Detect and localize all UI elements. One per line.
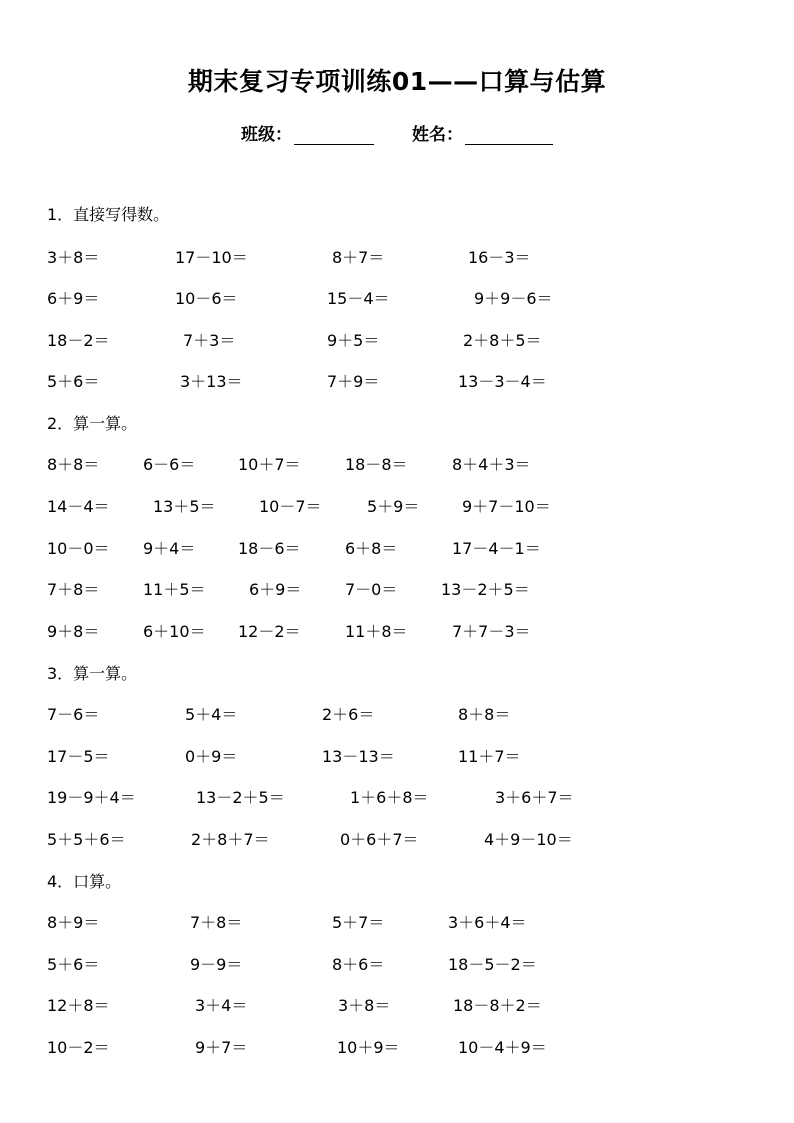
problem[interactable]: 3＋6＋4＝ [448, 913, 527, 932]
problem-row [0, 745, 794, 769]
problem[interactable]: 3＋6＋7＝ [495, 788, 574, 807]
problem[interactable]: 10＋7＝ [238, 455, 301, 474]
problem[interactable]: 9＋8＝ [47, 622, 100, 641]
problem[interactable]: 18－8＋2＝ [453, 996, 542, 1015]
problem-row [0, 828, 794, 852]
problem[interactable]: 6＋9＝ [47, 289, 100, 308]
problem[interactable]: 9－9＝ [190, 955, 243, 974]
problem[interactable]: 8＋8＝ [458, 705, 511, 724]
problem-row [0, 287, 794, 311]
problem-row [0, 786, 794, 810]
problem[interactable]: 10－4＋9＝ [458, 1038, 547, 1057]
problem[interactable]: 10－2＝ [47, 1038, 110, 1057]
problem[interactable]: 9＋5＝ [327, 331, 380, 350]
problem[interactable]: 16－3＝ [468, 248, 531, 267]
problem-row [0, 1036, 794, 1060]
problem-row [0, 703, 794, 727]
problem[interactable]: 10－7＝ [259, 497, 322, 516]
problem[interactable]: 6＋10＝ [143, 622, 206, 641]
name-blank[interactable] [465, 126, 553, 145]
section-heading: 3．算一算。 [47, 664, 138, 683]
class-field [241, 120, 374, 145]
problem[interactable]: 10－6＝ [175, 289, 238, 308]
problem[interactable]: 5＋5＋6＝ [47, 830, 126, 849]
class-blank[interactable] [294, 126, 374, 145]
problem[interactable]: 8＋7＝ [332, 248, 385, 267]
problem[interactable]: 2＋8＋7＝ [191, 830, 270, 849]
problem[interactable]: 10－0＝ [47, 539, 110, 558]
problem[interactable]: 13＋5＝ [153, 497, 216, 516]
name-label: 姓名： [411, 125, 463, 145]
problem[interactable]: 4＋9－10＝ [484, 830, 573, 849]
problem-row [0, 329, 794, 353]
problem-row [0, 495, 794, 519]
problem[interactable]: 5＋7＝ [332, 913, 385, 932]
problem[interactable]: 8＋8＝ [47, 455, 100, 474]
problem[interactable]: 19－9＋4＝ [47, 788, 136, 807]
section-heading: 4．口算。 [47, 872, 122, 891]
problem[interactable]: 18－2＝ [47, 331, 110, 350]
problem[interactable]: 13－3－4＝ [458, 372, 547, 391]
problem[interactable]: 11＋5＝ [143, 580, 206, 599]
problem[interactable]: 12＋8＝ [47, 996, 110, 1015]
problem[interactable]: 1＋6＋8＝ [350, 788, 429, 807]
problem[interactable]: 0＋9＝ [185, 747, 238, 766]
problem-row [0, 578, 794, 602]
problem[interactable]: 7＋3＝ [183, 331, 236, 350]
problem[interactable]: 3＋4＝ [195, 996, 248, 1015]
problem[interactable]: 13－13＝ [322, 747, 395, 766]
problem[interactable]: 8＋6＝ [332, 955, 385, 974]
problem[interactable]: 7＋7－3＝ [452, 622, 531, 641]
problem[interactable]: 7＋8＝ [47, 580, 100, 599]
problem-row [0, 953, 794, 977]
problem[interactable]: 7＋8＝ [190, 913, 243, 932]
problem[interactable]: 10＋9＝ [337, 1038, 400, 1057]
problem[interactable]: 6＋8＝ [345, 539, 398, 558]
page-title: 期末复习专项训练01——口算与估算 [187, 67, 607, 96]
student-info [0, 120, 794, 145]
problem[interactable]: 6＋9＝ [249, 580, 302, 599]
problem-row [0, 911, 794, 935]
problem[interactable]: 14－4＝ [47, 497, 110, 516]
problem[interactable]: 13－2＋5＝ [196, 788, 285, 807]
name-field [412, 120, 553, 145]
problem-row [0, 453, 794, 477]
problem[interactable]: 9＋7－10＝ [462, 497, 551, 516]
problem[interactable]: 9＋4＝ [143, 539, 196, 558]
problem[interactable]: 2＋8＋5＝ [463, 331, 542, 350]
problem[interactable]: 2＋6＝ [322, 705, 375, 724]
problem[interactable]: 8＋9＝ [47, 913, 100, 932]
section-heading: 1．直接写得数。 [47, 205, 170, 224]
problem[interactable]: 17－4－1＝ [452, 539, 541, 558]
problem[interactable]: 9＋9－6＝ [474, 289, 553, 308]
problem[interactable]: 18－8＝ [345, 455, 408, 474]
problem[interactable]: 18－5－2＝ [448, 955, 537, 974]
problem[interactable]: 7－6＝ [47, 705, 100, 724]
problem[interactable]: 7＋9＝ [327, 372, 380, 391]
problem[interactable]: 17－10＝ [175, 248, 248, 267]
problem-row [0, 246, 794, 270]
problem[interactable]: 3＋8＝ [338, 996, 391, 1015]
problem-row [0, 620, 794, 644]
problem[interactable]: 13－2＋5＝ [441, 580, 530, 599]
class-label: 班级： [241, 125, 293, 145]
section-heading: 2．算一算。 [47, 414, 138, 433]
problem[interactable]: 15－4＝ [327, 289, 390, 308]
problem[interactable]: 5＋6＝ [47, 955, 100, 974]
problem-row [0, 994, 794, 1018]
problem-row [0, 537, 794, 561]
problem[interactable]: 5＋9＝ [367, 497, 420, 516]
problem[interactable]: 11＋8＝ [345, 622, 408, 641]
problem-row [0, 370, 794, 394]
problem[interactable]: 6－6＝ [143, 455, 196, 474]
problem[interactable]: 11＋7＝ [458, 747, 521, 766]
problem[interactable]: 18－6＝ [238, 539, 301, 558]
problem[interactable]: 0＋6＋7＝ [340, 830, 419, 849]
problem[interactable]: 5＋4＝ [185, 705, 238, 724]
problem[interactable]: 3＋8＝ [47, 248, 100, 267]
problem[interactable]: 9＋7＝ [195, 1038, 248, 1057]
problem[interactable]: 17－5＝ [47, 747, 110, 766]
problem[interactable]: 8＋4＋3＝ [452, 455, 531, 474]
problem[interactable]: 3＋13＝ [180, 372, 243, 391]
problem[interactable]: 5＋6＝ [47, 372, 100, 391]
problem[interactable]: 12－2＝ [238, 622, 301, 641]
problem[interactable]: 7－0＝ [345, 580, 398, 599]
